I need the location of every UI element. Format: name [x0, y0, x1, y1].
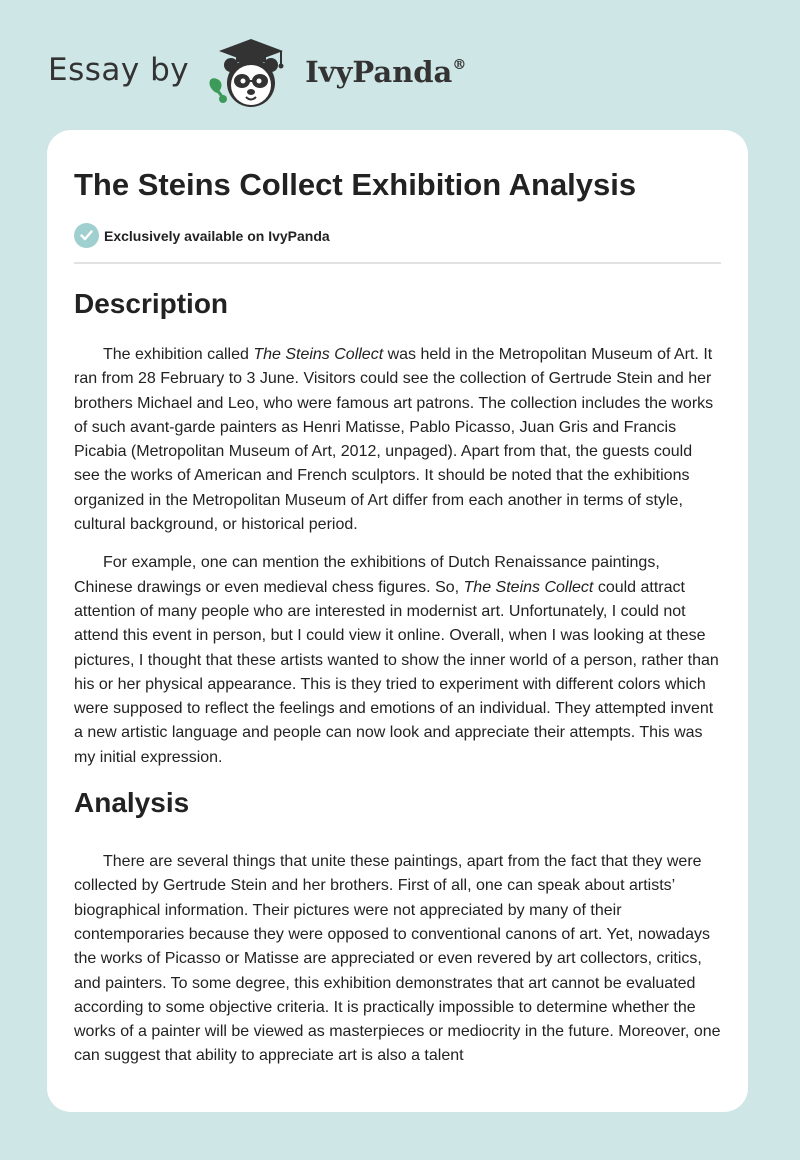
italic-title: The Steins Collect [463, 578, 594, 596]
site-brand[interactable] [48, 34, 466, 114]
brand-name: IvyPanda® [305, 55, 467, 89]
panda-logo-icon [203, 35, 299, 113]
paragraph: The exhibition called The Steins Collect was held in the Metropolitan Museum of Art. It ran from 28 February to 3 June. Visitors could see the collection of Gertrude Stein and her brothers Michael and Leo, who were famous art patrons. The collection includes the works of such avant-garde painters as Henri Matisse, Pablo Picasso, Juan Gris and Francis Picabia (Metropolitan Museum of Art, 2012, unpaged). Apart from that, the guests could see the works of American and French sculptors. It should be noted that the exhibitions organized in the Metropolitan Museum of Art differ from each another in terms of style, cultural background, or historical period. [74, 346, 714, 534]
paragraph: There are several things that unite these paintings, apart from the fact that they were collected by Gertrude Stein and her brothers. First of all, one can speak about artists’ biographical information. Their pictures were not appreciated by many of their contemporaries because they were opposed to conventional canons of art. Yet, nowadays the works of Picasso or Matisse are appreciated or even revered by art collectors, critics, and painters. To some degree, this exhibition demonstrates that art cannot be evaluated according to some objective criteria. It is practically impossible to determine whether the works of a painter will be viewed as masterpieces or mediocrity in the future. Moreover, one can suggest that ability to appreciate art is also a talent [74, 853, 721, 1065]
page-title: The Steins Collect Exhibition Analysis [74, 167, 637, 202]
exclusive-badge [74, 223, 721, 248]
brand-prefix: Essay by [48, 52, 190, 88]
check-circle-icon [74, 223, 99, 248]
paragraph: For example, one can mention the exhibitions of Dutch Renaissance paintings, Chinese drawings or even medieval chess figures. So, The Steins Collect could attract attention of many people who are interested in modernist art. Unfortunately, I could not attend this event in person, but I could view it online. Overall, when I was looking at these pictures, I thought that these artists wanted to show the inner world of a person, rather than his or her physical appearance. This is they tried to experiment with different colors which were supposed to reflect the feelings and emotions of an individual. They attempted invent a new artistic language and people can now look and appreciate their attempts. This was my initial expression. [74, 554, 719, 766]
section-heading-description: Description [74, 288, 229, 319]
divider [74, 262, 721, 264]
essay-card [47, 130, 748, 1112]
section-heading-analysis: Analysis [74, 787, 190, 819]
italic-title: The Steins Collect [253, 346, 384, 363]
badge-text: Exclusively available on IvyPanda [104, 227, 330, 244]
